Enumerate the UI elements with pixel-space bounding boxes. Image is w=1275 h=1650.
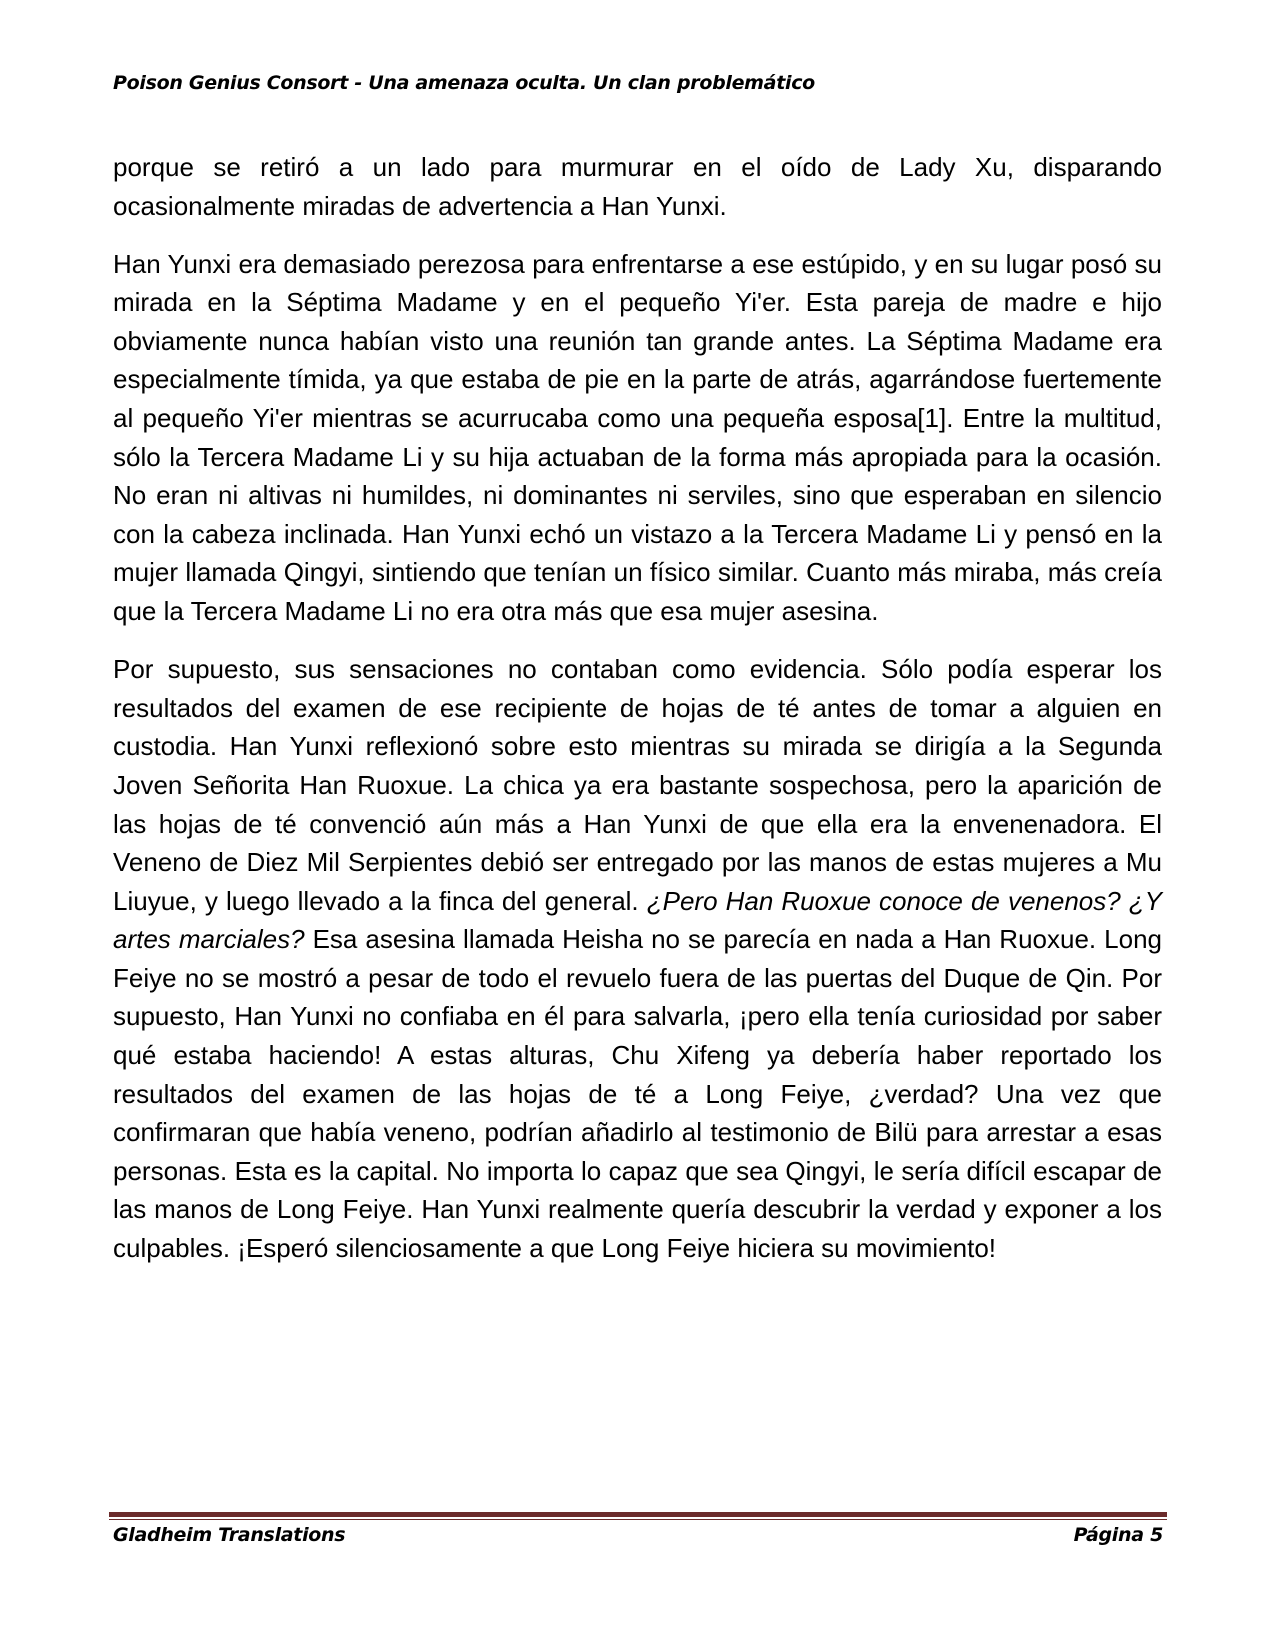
paragraph-3-italic-thought: ¿Pero Han Ruoxue conoce de venenos? ¿Y artes marciales? [113, 885, 1162, 955]
footer-page-number: Página 5 [1073, 1524, 1163, 1546]
paragraph-2: Han Yunxi era demasiado perezosa para enfrentarse a ese estúpido, y en su lugar posó su mirada en la Séptima Madame y en el pequeño Yi'er. Esta pareja de madre e hijo obviamente nunca habían visto una reunión tan grande antes. La Séptima Madame era especialmente tímida, ya que estaba de pie en la parte de atrás, agarrándose fuertemente al pequeño Yi'er mientras se acurrucaba como una pequeña esposa[1]. Entre la multitud, sólo la Tercera Madame Li y su hija actuaban de la forma más apropiada para la ocasión. No eran ni altivas ni humildes, ni dominantes ni serviles, sino que esperaban en silencio con la cabeza inclinada. Han Yunxi echó un vistazo a la Tercera Madame Li y pensó en la mujer llamada Qingyi, sintiendo que tenían un físico similar. Cuanto más miraba, más creía que la Tercera Madame Li no era otra más que esa mujer asesina. [113, 248, 1162, 627]
paragraph-3-part-1: Por supuesto, sus sensaciones no contaban como evidencia. Sólo podía esperar los resultados del examen de ese recipiente de hojas de té antes de tomar a alguien en custodia. Han Yunxi reflexionó sobre esto mientras su mirada se dirigía a la Segunda Joven Señorita Han Ruoxue. La chica ya era bastante sospechosa, pero la aparición de las hojas de té convenció aún más a Han Yunxi de que ella era la envenenadora. El Veneno de Diez Mil Serpientes debió ser entregado por las manos de estas mujeres a Mu Liuyue, y luego llevado a la finca del general. [113, 654, 1162, 916]
footer-divider-thin [109, 1519, 1167, 1520]
paragraph-3-part-2: Esa asesina llamada Heisha no se parecía en nada a Han Ruoxue. Long Feiye no se mostró a pesar de todo el revuelo fuera de las puertas del Duque de Qin. Por supuesto, Han Yunxi no confiaba en él para salvarla, ¡pero ella tenía curiosidad por saber qué estaba haciendo! A estas alturas, Chu Xifeng ya debería haber reportado los resultados del examen de las hojas de té a Long Feiye, ¿verdad? Una vez que confirmaran que había veneno, podrían añadirlo al testimonio de Bilü para arrestar a esas personas. Esta es la capital. No importa lo capaz que sea Qingyi, le sería difícil escapar de las manos de Long Feiye. Han Yunxi realmente quería descubrir la verdad y exponer a los culpables. ¡Esperó silenciosamente a que Long Feiye hiciera su movimiento! [113, 924, 1162, 1264]
page-header-title: Poison Genius Consort - Una amenaza oculta. Un clan problemático [113, 72, 815, 94]
footer-publisher: Gladheim Translations [113, 1524, 346, 1546]
paragraph-1: porque se retiró a un lado para murmurar en el oído de Lady Xu, disparando ocasionalmente miradas de advertencia a Han Yunxi. [113, 152, 1162, 221]
footer-divider [109, 1512, 1167, 1517]
paragraph-3 [113, 650, 1162, 1268]
page-footer [113, 1524, 1163, 1546]
body-text [113, 148, 1162, 1287]
